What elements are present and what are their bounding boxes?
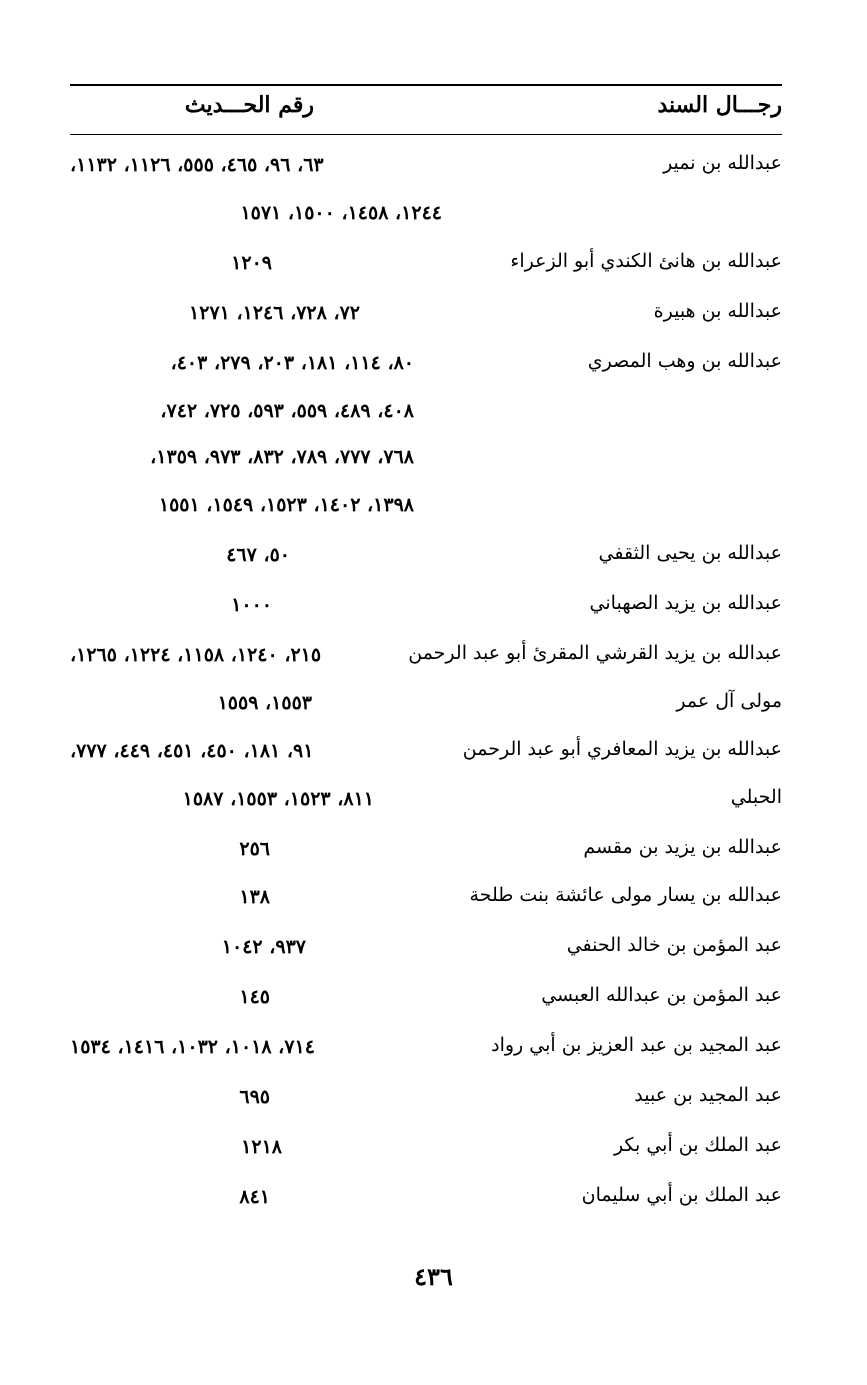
header-hadith-number-column: رقم الحـــديث bbox=[184, 92, 314, 118]
hadith-numbers: ٢٥٦ bbox=[239, 838, 270, 860]
table-row bbox=[70, 542, 782, 582]
table-row bbox=[70, 1084, 782, 1124]
hadith-numbers: ١٢١٨ bbox=[241, 1136, 282, 1158]
hadith-numbers: ١٥٥٣، ١٥٥٩ bbox=[217, 692, 312, 714]
hadith-numbers: ٦٣، ٩٦، ٤٦٥، ٥٥٥، ١١٢٦، ١١٣٢، bbox=[70, 154, 324, 176]
narrator-name: الحبلي bbox=[730, 786, 782, 808]
page-number: ٤٣٦ bbox=[414, 1262, 453, 1291]
table-header bbox=[70, 92, 782, 130]
hadith-numbers: ١٣٨ bbox=[239, 886, 270, 908]
hadith-numbers: ٥٠، ٤٦٧ bbox=[226, 544, 290, 566]
table-row bbox=[70, 492, 782, 532]
table-row bbox=[70, 200, 782, 240]
hadith-numbers: ٧١٤، ١٠١٨، ١٠٣٢، ١٤١٦، ١٥٣٤ bbox=[70, 1036, 315, 1058]
narrator-name: عبد المؤمن بن عبدالله العبسي bbox=[541, 984, 782, 1006]
header-bottom-rule bbox=[70, 134, 782, 135]
narrator-name: عبد المجيد بن عبيد bbox=[634, 1084, 782, 1106]
table-row bbox=[70, 836, 782, 876]
table-row bbox=[70, 786, 782, 826]
narrator-name: عبد الملك بن أبي بكر bbox=[614, 1134, 782, 1156]
hadith-numbers: ٤٠٨، ٤٨٩، ٥٥٩، ٥٩٣، ٧٢٥، ٧٤٢، bbox=[160, 400, 414, 422]
table-row bbox=[70, 984, 782, 1024]
table-row bbox=[70, 250, 782, 290]
table-row bbox=[70, 152, 782, 192]
header-top-rule bbox=[70, 84, 782, 86]
hadith-numbers: ٧٦٨، ٧٧٧، ٧٨٩، ٨٣٢، ٩٧٣، ١٣٥٩، bbox=[150, 446, 414, 468]
header-narrators-column: رجـــال السند bbox=[657, 92, 782, 118]
table-row bbox=[70, 592, 782, 632]
table-row bbox=[70, 884, 782, 924]
hadith-numbers: ٩٣٧، ١٠٤٢ bbox=[221, 936, 306, 958]
hadith-numbers: ٧٢، ٧٢٨، ١٢٤٦، ١٢٧١ bbox=[189, 302, 360, 324]
hadith-numbers: ٨٠، ١١٤، ١٨١، ٢٠٣، ٢٧٩، ٤٠٣، bbox=[170, 352, 414, 374]
table-row bbox=[70, 934, 782, 974]
narrator-name: عبدالله بن نمير bbox=[663, 152, 782, 174]
hadith-numbers: ١٠٠٠ bbox=[231, 594, 272, 616]
table-row bbox=[70, 738, 782, 778]
narrator-name: عبدالله بن يزيد الصهباني bbox=[589, 592, 782, 614]
narrator-name: عبدالله بن يزيد المعافري أبو عبد الرحمن bbox=[462, 738, 782, 760]
narrator-name: مولى آل عمر bbox=[676, 690, 782, 712]
hadith-numbers: ١٢٠٩ bbox=[231, 252, 272, 274]
hadith-numbers: ١٣٩٨، ١٤٠٢، ١٥٢٣، ١٥٤٩، ١٥٥١ bbox=[158, 494, 414, 516]
table-row bbox=[70, 398, 782, 438]
table-row bbox=[70, 300, 782, 340]
hadith-numbers: ٦٩٥ bbox=[239, 1086, 270, 1108]
table-row bbox=[70, 1184, 782, 1224]
hadith-numbers: ٩١، ١٨١، ٤٥٠، ٤٥١، ٤٤٩، ٧٧٧، bbox=[70, 740, 314, 762]
table-row bbox=[70, 1134, 782, 1174]
table-row bbox=[70, 1034, 782, 1074]
narrator-name: عبدالله بن يحيى الثقفي bbox=[598, 542, 782, 564]
hadith-numbers: ٢١٥، ١٢٤٠، ١١٥٨، ١٢٢٤، ١٢٦٥، bbox=[70, 644, 322, 666]
narrator-name: عبدالله بن هبيرة bbox=[653, 300, 782, 322]
narrator-name: عبد المجيد بن عبد العزيز بن أبي رواد bbox=[491, 1034, 782, 1056]
narrator-name: عبدالله بن يسار مولى عائشة بنت طلحة bbox=[469, 884, 782, 906]
table-row bbox=[70, 642, 782, 682]
table-row bbox=[70, 690, 782, 730]
hadith-numbers: ١٤٥ bbox=[239, 986, 270, 1008]
narrator-name: عبدالله بن وهب المصري bbox=[587, 350, 782, 372]
hadith-numbers: ٨١١، ١٥٢٣، ١٥٥٣، ١٥٨٧ bbox=[182, 788, 374, 810]
narrator-name: عبد الملك بن أبي سليمان bbox=[581, 1184, 782, 1206]
narrator-name: عبدالله بن يزيد القرشي المقرئ أبو عبد الرحمن bbox=[408, 642, 782, 664]
narrator-name: عبدالله بن هانئ الكندي أبو الزعراء bbox=[510, 250, 782, 272]
table-row bbox=[70, 350, 782, 390]
table-row bbox=[70, 444, 782, 484]
hadith-numbers: ١٢٤٤، ١٤٥٨، ١٥٠٠، ١٥٧١ bbox=[240, 202, 442, 224]
narrator-name: عبدالله بن يزيد بن مقسم bbox=[583, 836, 782, 858]
hadith-numbers: ٨٤١ bbox=[239, 1186, 270, 1208]
narrator-name: عبد المؤمن بن خالد الحنفي bbox=[566, 934, 782, 956]
